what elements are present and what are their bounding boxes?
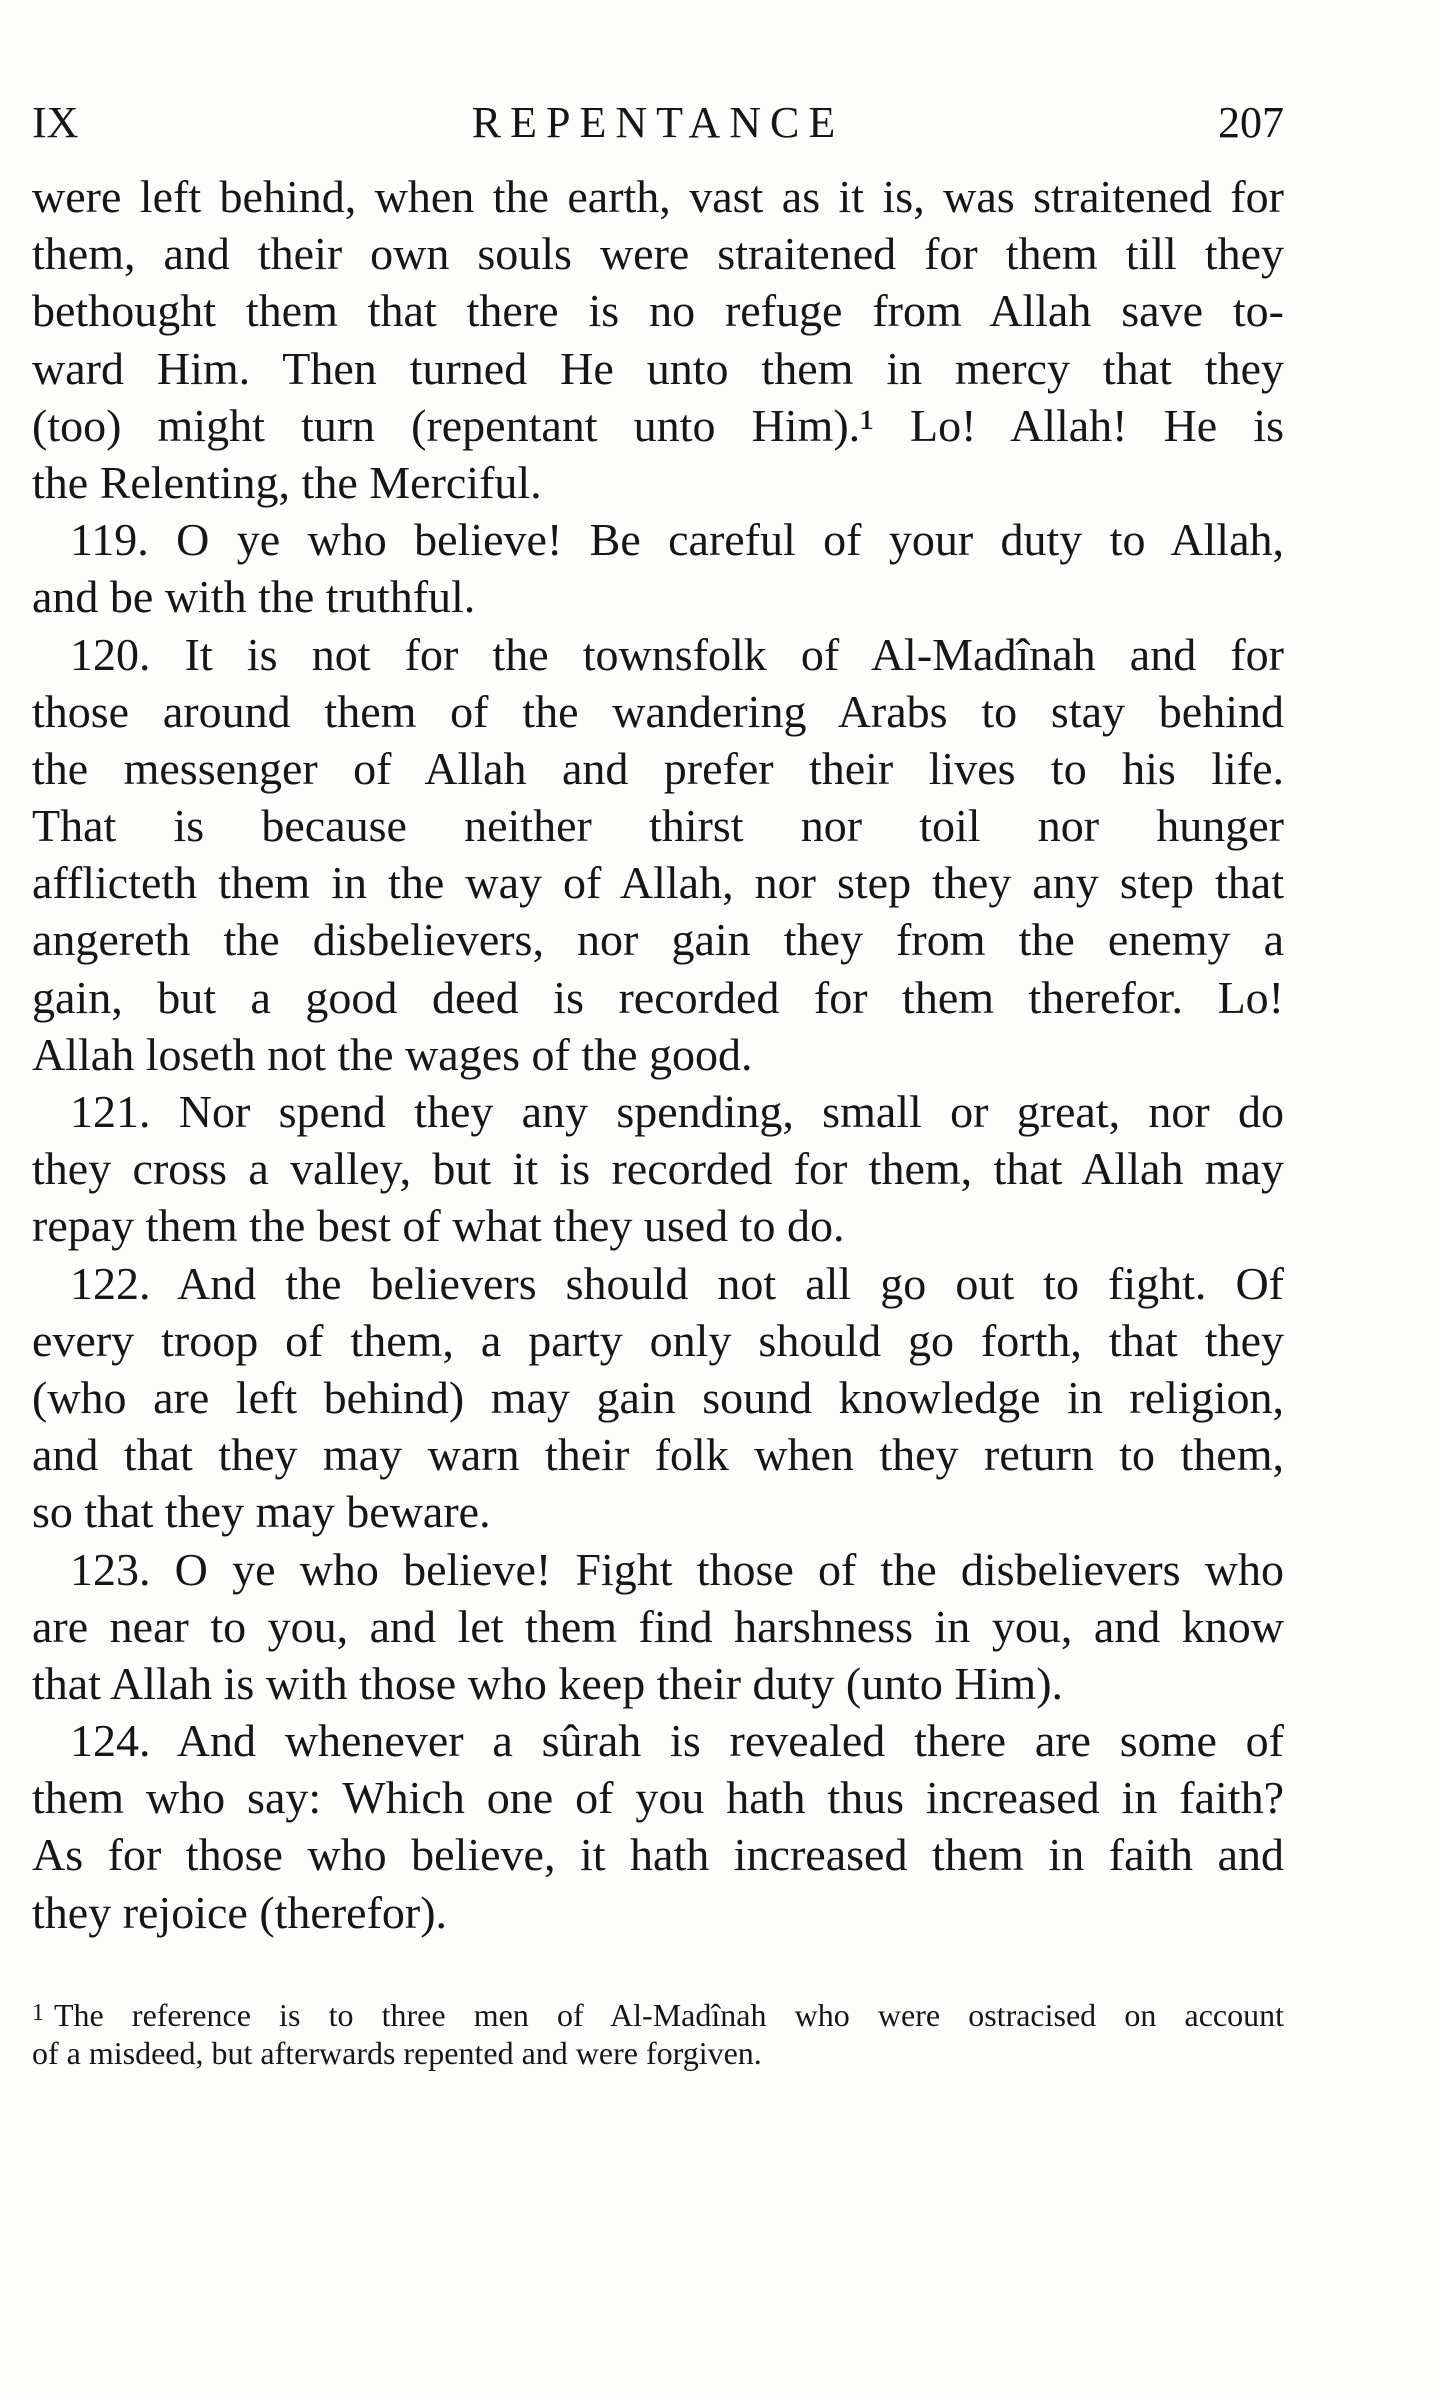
text-line: that Allah is with those who keep their duty (unto Him). [32,1657,1064,1709]
text-line: 124. And whenever a sûrah is revealed there are some of [70,1715,1284,1767]
footnote-line [32,1993,1284,2033]
text-line: every troop of them, a party only should go forth, that they [32,1314,1284,1366]
footnote-line: of a misdeed, but afterwards repented and were forgiven. [32,2035,762,2071]
text-line: them, and their own souls were straitened for them till they [32,228,1284,280]
text-line: 120. It is not for the townsfolk of Al-Madînah and for [70,628,1284,680]
section-number: IX [32,98,79,147]
text-line: those around them of the wandering Arabs to stay behind [32,685,1284,737]
text-line: As for those who believe, it hath increased them in faith and [32,1829,1284,1881]
text-line: repay them the best of what they used to do. [32,1200,845,1252]
running-header [32,98,1284,148]
text-line: and be with the truthful. [32,571,476,623]
body-text [32,168,1284,1941]
text-line: (too) might turn (repentant unto Him).¹ Lo! Allah! He is [32,399,1284,451]
text-line: the messenger of Allah and prefer their lives to his life. [32,742,1284,794]
page-number: 207 [1218,98,1284,147]
text-line: Allah loseth not the wages of the good. [32,1028,753,1080]
chapter-title: REPENTANCE [471,98,845,147]
text-line: and that they may warn their folk when they return to them, [32,1429,1284,1481]
text-line: they cross a valley, but it is recorded for them, that Allah may [32,1143,1284,1195]
text-line: were left behind, when the earth, vast as it is, was straitened for [32,171,1284,222]
footnote-marker: 1 [32,2000,44,2026]
text-line: bethought them that there is no refuge from Allah save to- [32,285,1284,337]
text-line: 121. Nor spend they any spending, small or great, nor do [70,1086,1284,1137]
footnote [32,1993,1284,2073]
text-line: ward Him. Then turned He unto them in mercy that they [32,342,1284,394]
footnote-text: The reference is to three men of Al-Madînah who were ostracised on account [54,1997,1284,2033]
text-line: gain, but a good deed is recorded for them therefor. Lo! [32,971,1284,1023]
text-line: are near to you, and let them find harshness in you, and know [32,1600,1284,1652]
text-line: 119. O ye who believe! Be careful of your duty to Allah, [70,514,1284,566]
text-line: so that they may beware. [32,1486,491,1538]
text-line: them who say: Which one of you hath thus increased in faith? [32,1772,1284,1824]
text-line: That is because neither thirst nor toil nor hunger [32,800,1284,852]
text-line: the Relenting, the Merciful. [32,456,542,508]
text-line: angereth the disbelievers, nor gain they from the enemy a [32,914,1284,966]
text-line: 122. And the believers should not all go out to fight. Of [70,1257,1284,1309]
text-line: 123. O ye who believe! Fight those of the disbelievers who [70,1543,1284,1595]
text-line: (who are left behind) may gain sound knowledge in religion, [32,1371,1284,1423]
text-line: they rejoice (therefor). [32,1886,448,1938]
text-line: afflicteth them in the way of Allah, nor step they any step that [32,857,1284,909]
